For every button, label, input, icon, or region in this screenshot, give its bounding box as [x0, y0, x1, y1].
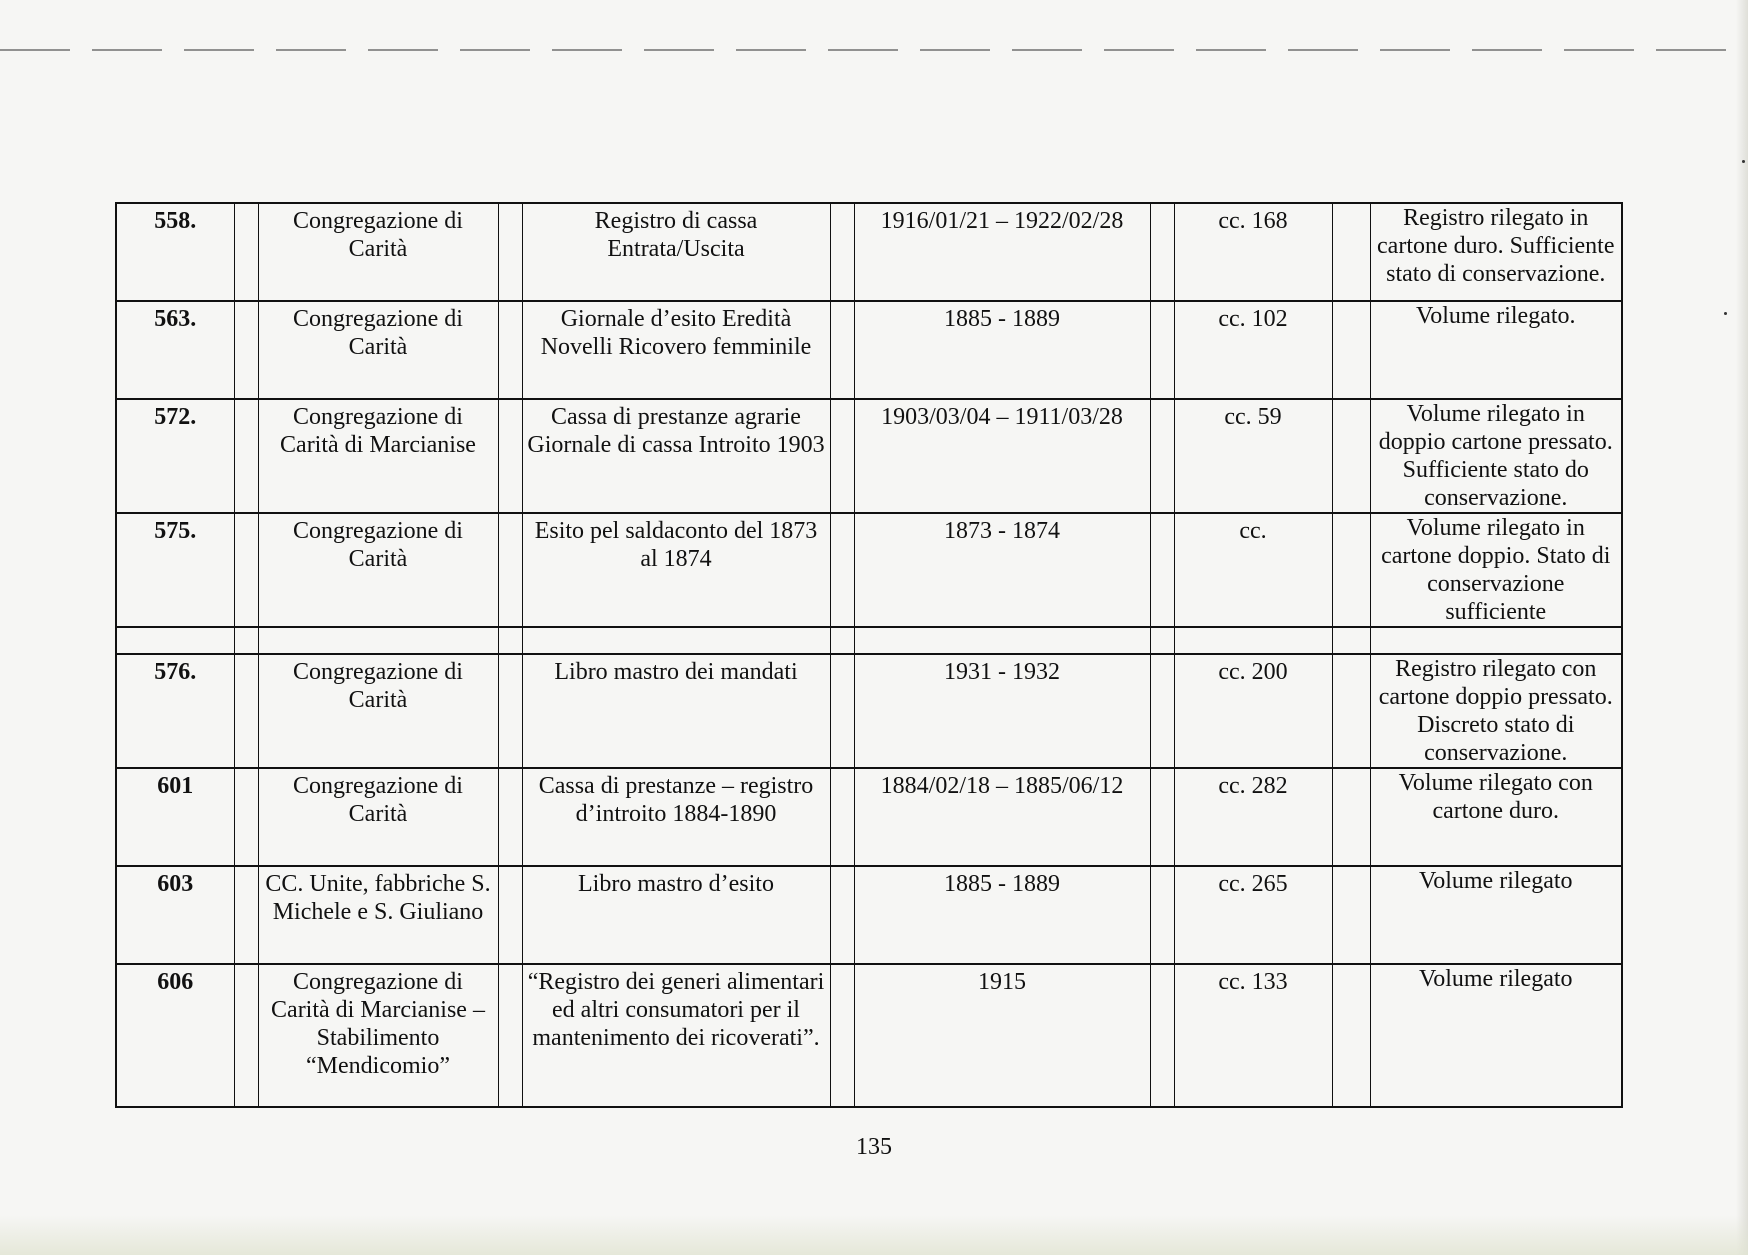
column-gap: [498, 964, 522, 1107]
record-entity: Congregazione di Carità: [258, 203, 498, 301]
record-title: Cassa di prestanze – registro d’introito 1884-1890: [522, 768, 830, 866]
record-sheets: cc. 102: [1174, 301, 1332, 399]
column-gap: [234, 654, 258, 768]
column-gap: [1332, 513, 1370, 627]
record-number: 575.: [116, 513, 234, 627]
empty-cell: [258, 627, 498, 654]
column-gap: [498, 399, 522, 513]
empty-cell: [854, 627, 1150, 654]
record-number: 572.: [116, 399, 234, 513]
record-entity: Congregazione di Carità di Marcianise – Stabilimento “Mendicomio”: [258, 964, 498, 1107]
table-row: [116, 768, 1622, 866]
page-number: 135: [856, 1134, 892, 1160]
table-row: [116, 203, 1622, 301]
record-entity: CC. Unite, fabbriche S. Michele e S. Giuliano: [258, 866, 498, 964]
record-dates: 1885 - 1889: [854, 866, 1150, 964]
empty-cell: [522, 627, 830, 654]
empty-cell: [1370, 627, 1622, 654]
column-gap: [234, 768, 258, 866]
column-gap: [234, 399, 258, 513]
column-gap: [498, 301, 522, 399]
column-gap: [1150, 203, 1174, 301]
column-gap: [830, 964, 854, 1107]
record-sheets: cc. 265: [1174, 866, 1332, 964]
record-notes: Volume rilegato in doppio cartone pressato. Sufficiente stato do conservazione.: [1370, 399, 1622, 513]
column-gap: [1150, 513, 1174, 627]
table-row: [116, 399, 1622, 513]
record-notes: Volume rilegato: [1370, 964, 1622, 1107]
record-notes: Registro rilegato con cartone doppio pressato. Discreto stato di conservazione.: [1370, 654, 1622, 768]
record-notes: Volume rilegato in cartone doppio. Stato di conservazione sufficiente: [1370, 513, 1622, 627]
scan-speck: [1724, 312, 1727, 315]
column-gap: [1150, 654, 1174, 768]
record-sheets: cc.: [1174, 513, 1332, 627]
table-row: [116, 513, 1622, 627]
inventory-table: [115, 202, 1623, 1108]
column-gap: [830, 513, 854, 627]
record-notes: Registro rilegato in cartone duro. Sufficiente stato di conservazione.: [1370, 203, 1622, 301]
column-gap: [1332, 964, 1370, 1107]
column-gap: [234, 964, 258, 1107]
record-sheets: cc. 133: [1174, 964, 1332, 1107]
column-gap: [1332, 627, 1370, 654]
record-sheets: cc. 168: [1174, 203, 1332, 301]
record-title: Libro mastro d’esito: [522, 866, 830, 964]
record-title: Esito pel saldaconto del 1873 al 1874: [522, 513, 830, 627]
column-gap: [830, 654, 854, 768]
record-entity: Congregazione di Carità: [258, 513, 498, 627]
record-notes: Volume rilegato.: [1370, 301, 1622, 399]
page-edge-shadow: [1736, 0, 1748, 1255]
record-entity: Congregazione di Carità: [258, 301, 498, 399]
column-gap: [1150, 627, 1174, 654]
column-gap: [1332, 866, 1370, 964]
record-number: 558.: [116, 203, 234, 301]
record-title: Libro mastro dei mandati: [522, 654, 830, 768]
record-sheets: cc. 59: [1174, 399, 1332, 513]
column-gap: [1150, 866, 1174, 964]
column-gap: [1332, 301, 1370, 399]
record-entity: Congregazione di Carità: [258, 768, 498, 866]
record-dates: 1931 - 1932: [854, 654, 1150, 768]
record-dates: 1884/02/18 – 1885/06/12: [854, 768, 1150, 866]
column-gap: [234, 301, 258, 399]
scan-edge-line: [0, 48, 1748, 52]
column-gap: [830, 866, 854, 964]
column-gap: [234, 627, 258, 654]
table-row: [116, 964, 1622, 1107]
column-gap: [830, 399, 854, 513]
column-gap: [498, 627, 522, 654]
column-gap: [234, 513, 258, 627]
record-number: 606: [116, 964, 234, 1107]
column-gap: [498, 654, 522, 768]
record-dates: 1885 - 1889: [854, 301, 1150, 399]
table-row: [116, 654, 1622, 768]
record-dates: 1915: [854, 964, 1150, 1107]
record-title: Cassa di prestanze agrarie Giornale di cassa Introito 1903: [522, 399, 830, 513]
column-gap: [1150, 301, 1174, 399]
record-number: 563.: [116, 301, 234, 399]
record-dates: 1873 - 1874: [854, 513, 1150, 627]
record-entity: Congregazione di Carità di Marcianise: [258, 399, 498, 513]
column-gap: [1150, 964, 1174, 1107]
page-bottom-shadow: [0, 1215, 1748, 1255]
record-number: 601: [116, 768, 234, 866]
record-notes: Volume rilegato con cartone duro.: [1370, 768, 1622, 866]
column-gap: [1332, 203, 1370, 301]
column-gap: [1332, 654, 1370, 768]
column-gap: [498, 513, 522, 627]
empty-row: [116, 627, 1622, 654]
scan-speck: [1742, 160, 1745, 163]
record-notes: Volume rilegato: [1370, 866, 1622, 964]
column-gap: [498, 768, 522, 866]
record-entity: Congregazione di Carità: [258, 654, 498, 768]
column-gap: [234, 866, 258, 964]
record-title: Giornale d’esito Eredità Novelli Ricovero femminile: [522, 301, 830, 399]
empty-cell: [1174, 627, 1332, 654]
record-dates: 1903/03/04 – 1911/03/28: [854, 399, 1150, 513]
record-dates: 1916/01/21 – 1922/02/28: [854, 203, 1150, 301]
column-gap: [830, 301, 854, 399]
column-gap: [1332, 768, 1370, 866]
table-row: [116, 301, 1622, 399]
column-gap: [830, 768, 854, 866]
column-gap: [830, 627, 854, 654]
record-sheets: cc. 282: [1174, 768, 1332, 866]
column-gap: [1150, 399, 1174, 513]
table-row: [116, 866, 1622, 964]
column-gap: [1332, 399, 1370, 513]
column-gap: [234, 203, 258, 301]
record-number: 576.: [116, 654, 234, 768]
column-gap: [830, 203, 854, 301]
column-gap: [498, 203, 522, 301]
empty-cell: [116, 627, 234, 654]
record-title: Registro di cassa Entrata/Uscita: [522, 203, 830, 301]
record-number: 603: [116, 866, 234, 964]
record-sheets: cc. 200: [1174, 654, 1332, 768]
record-title: “Registro dei generi alimentari ed altri consumatori per il mantenimento dei ricoverati”.: [522, 964, 830, 1107]
column-gap: [498, 866, 522, 964]
column-gap: [1150, 768, 1174, 866]
